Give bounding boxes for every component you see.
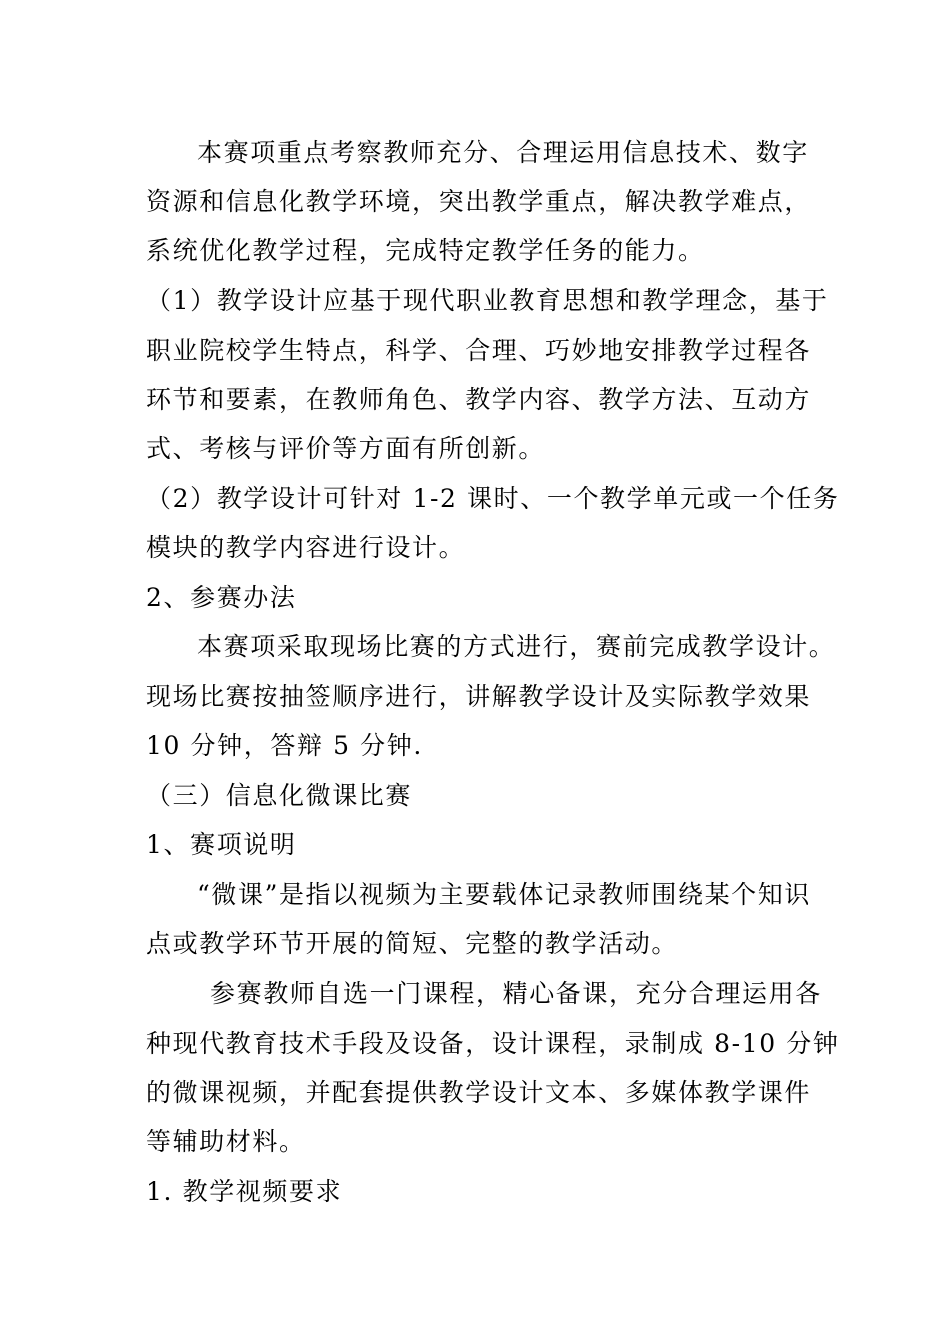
paragraph-line: 的微课视频，并配套提供教学设计文本、多媒体教学课件 (146, 1078, 812, 1107)
paragraph-line: 点或教学环节开展的简短、完整的教学活动。 (146, 929, 679, 958)
paragraph-line: “微课”是指以视频为主要载体记录教师围绕某个知识 (197, 880, 811, 909)
paragraph-line: 等辅助材料。 (146, 1127, 306, 1156)
section-heading: 1、赛项说明 (146, 830, 297, 859)
list-item-line: （2）教学设计可针对 1-2 课时、一个教学单元或一个任务 (146, 484, 840, 513)
paragraph-line: 现场比赛按抽签顺序进行，讲解教学设计及实际教学效果 (146, 682, 812, 711)
section-heading: 1. 教学视频要求 (146, 1177, 343, 1206)
paragraph-line: 资源和信息化教学环境，突出教学重点，解决教学难点， (146, 187, 812, 216)
paragraph-line: 模块的教学内容进行设计。 (146, 533, 466, 562)
paragraph-line: 职业院校学生特点，科学、合理、巧妙地安排教学过程各 (146, 336, 812, 365)
section-heading: 2、参赛办法 (146, 583, 297, 612)
list-item-line: （1）教学设计应基于现代职业教育思想和教学理念，基于 (146, 286, 829, 315)
paragraph-line: 系统优化教学过程，完成特定教学任务的能力。 (146, 236, 705, 265)
paragraph-line: 本赛项采取现场比赛的方式进行，赛前完成教学设计。 (197, 632, 836, 661)
section-heading: （三）信息化微课比赛 (146, 781, 413, 810)
paragraph-line: 本赛项重点考察教师充分、合理运用信息技术、数字 (197, 138, 809, 167)
paragraph-line: 环节和要素，在教师角色、教学内容、教学方法、互动方 (146, 385, 812, 414)
paragraph-line: 式、考核与评价等方面有所创新。 (146, 434, 546, 463)
paragraph-line: 种现代教育技术手段及设备，设计课程，录制成 8-10 分钟 (146, 1029, 840, 1058)
paragraph-line: 10 分钟，答辩 5 分钟. (146, 731, 423, 760)
paragraph-line: 参赛教师自选一门课程，精心备课，充分合理运用各 (210, 979, 822, 1008)
